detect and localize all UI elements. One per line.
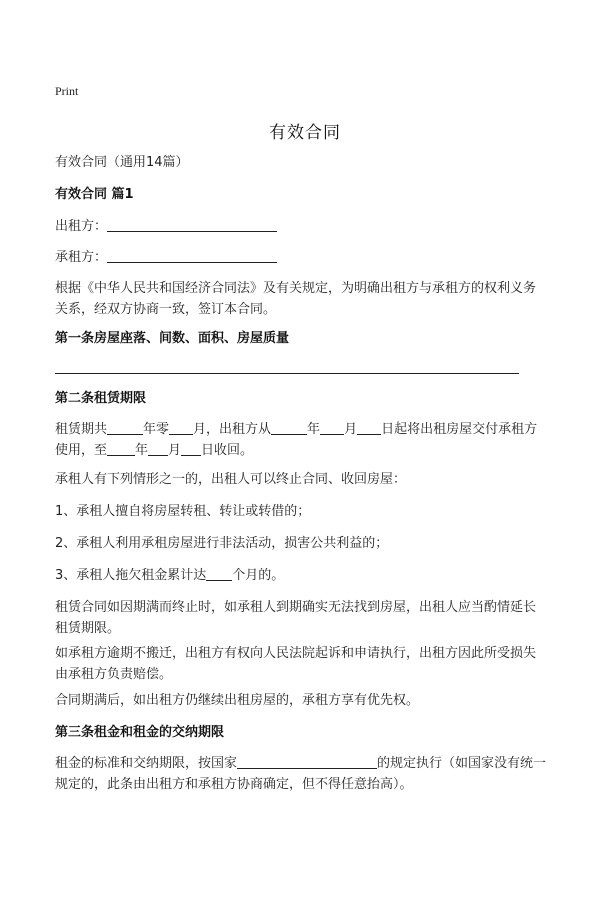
- document-title: 有效合同: [269, 123, 341, 143]
- term-text: 年: [135, 443, 149, 458]
- lessor-blank: [107, 217, 277, 232]
- rent-text: 的规定执行（如国家没有统一规定的，此条由出租方和承租方协商确定，但不得任意抬高）。: [55, 756, 547, 792]
- term-text: 月: [344, 422, 358, 437]
- rent-text: 租金的标准和交纳期限，按国家: [55, 756, 238, 771]
- term-blank: [181, 441, 201, 456]
- termination-intro: 承租人有下列情形之一的，出租人可以终止合同、收回房屋：: [55, 472, 407, 487]
- lessee-line: [55, 247, 547, 268]
- rent-paragraph: [55, 753, 547, 795]
- lessor-line: [55, 216, 547, 237]
- term-blank: [148, 441, 168, 456]
- refusal-paragraph: 如承租方逾期不搬迁，出租方有权向人民法院起诉和申请执行，出租方因此所受损失由承租方负责赔偿。: [55, 646, 537, 682]
- term-blank: [107, 441, 135, 456]
- term-text: 日收回。: [201, 443, 254, 458]
- termination-item-3: [55, 565, 547, 586]
- term-blank: [169, 420, 193, 435]
- rent-blank: [237, 754, 377, 769]
- priority-paragraph: 合同期满后，如出租方仍继续出租房屋的，承租方享有优先权。: [55, 693, 420, 708]
- print-label: Print: [55, 84, 79, 98]
- term-text: 租赁期共: [55, 422, 108, 437]
- term-text: 日起将出租房屋交付承租方使用，至: [55, 422, 538, 458]
- article3-heading: 第三条租金和租金的交纳期限: [55, 725, 225, 740]
- lessor-label: 出租方：: [55, 219, 108, 234]
- article1-heading: 第一条房屋座落、间数、面积、房屋质量: [55, 331, 290, 346]
- term-text: 年零: [143, 422, 170, 437]
- lessee-label: 承租方：: [55, 250, 108, 265]
- termination-item-2: 2、承租人利用承租房屋进行非法活动，损害公共利益的；: [55, 536, 389, 551]
- term-blank: [271, 420, 307, 435]
- term-text: 月: [168, 443, 182, 458]
- termination-item-1: 1、承租人擅自将房屋转租、转让或转借的；: [55, 504, 311, 519]
- renewal-paragraph: 租赁合同如因期满而终止时，如承租人到期确实无法找到房屋，出租人应当酌情延长租赁期限。: [55, 600, 537, 636]
- section-title: 有效合同 篇1: [55, 187, 134, 202]
- intro-paragraph: 根据《中华人民共和国经济合同法》及有关规定，为明确出租方与承租方的权利义务关系，经双方协商一致，签订本合同。: [55, 281, 537, 317]
- item3-text: 3、承租人拖欠租金累计达: [55, 568, 207, 583]
- term-blank: [107, 420, 143, 435]
- term-blank: [357, 420, 381, 435]
- term-blank: [320, 420, 344, 435]
- item3-text: 个月的。: [232, 568, 285, 583]
- lessee-blank: [107, 248, 277, 263]
- term-text: 月，出租方从: [193, 422, 272, 437]
- article2-heading: 第二条租赁期限: [55, 391, 147, 406]
- article1-fill-line: [55, 373, 519, 374]
- term-text: 年: [307, 422, 321, 437]
- document-subtitle: 有效合同（通用14篇）: [55, 155, 189, 170]
- lease-term-paragraph: [55, 419, 547, 461]
- months-blank: [206, 566, 232, 581]
